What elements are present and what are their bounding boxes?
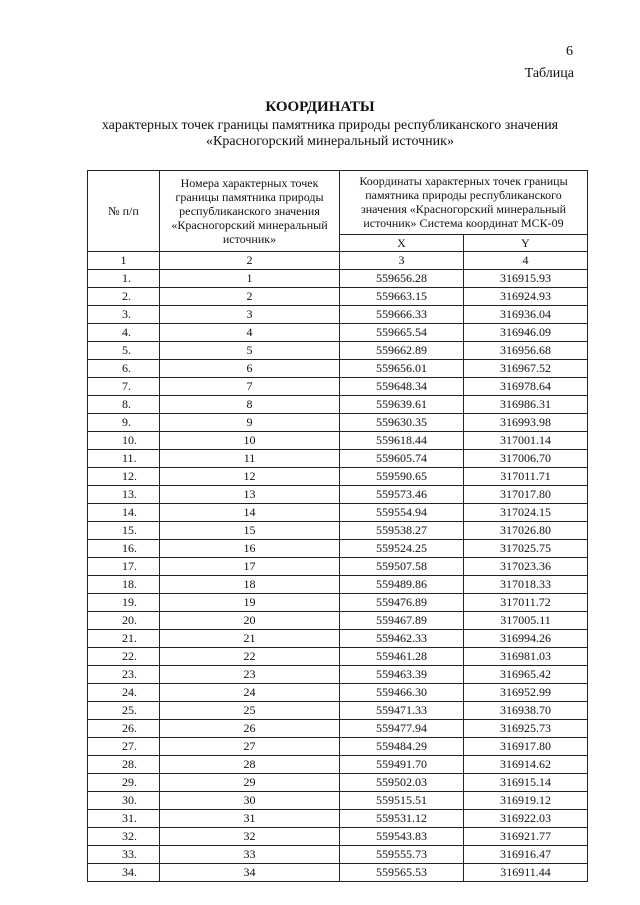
- table-row: [88, 432, 588, 450]
- row-point-number: 3: [160, 306, 340, 324]
- row-x-coordinate: 559471.33: [340, 702, 464, 720]
- table-row: [88, 576, 588, 594]
- row-point-number: 32: [160, 828, 340, 846]
- row-point-number: 13: [160, 486, 340, 504]
- table-row: [88, 540, 588, 558]
- row-point-number: 22: [160, 648, 340, 666]
- row-index: 4.: [88, 324, 160, 342]
- row-y-coordinate: 316911.44: [464, 864, 588, 882]
- row-y-coordinate: 317006.70: [464, 450, 588, 468]
- row-point-number: 1: [160, 270, 340, 288]
- row-point-number: 31: [160, 810, 340, 828]
- row-y-coordinate: 317026.80: [464, 522, 588, 540]
- document-subtitle: характерных точек границы памятника природы республиканского значения «Красногорский минеральный источник»: [101, 118, 559, 149]
- row-y-coordinate: 316916.47: [464, 846, 588, 864]
- row-x-coordinate: 559656.01: [340, 360, 464, 378]
- row-point-number: 4: [160, 324, 340, 342]
- row-index: 17.: [88, 558, 160, 576]
- table-row: [88, 864, 588, 882]
- row-point-number: 24: [160, 684, 340, 702]
- row-y-coordinate: 316915.14: [464, 774, 588, 792]
- row-index: 11.: [88, 450, 160, 468]
- row-x-coordinate: 559476.89: [340, 594, 464, 612]
- row-x-coordinate: 559477.94: [340, 720, 464, 738]
- table-row: [88, 666, 588, 684]
- row-y-coordinate: 316993.98: [464, 414, 588, 432]
- table-row: [88, 558, 588, 576]
- row-point-number: 11: [160, 450, 340, 468]
- table-row: [88, 324, 588, 342]
- row-point-number: 6: [160, 360, 340, 378]
- row-y-coordinate: 316922.03: [464, 810, 588, 828]
- header-point-number: Номера характерных точек границы памятника природы республиканского значения «Красногорский минеральный источник»: [160, 171, 340, 252]
- row-y-coordinate: 316986.31: [464, 396, 588, 414]
- table-row: [88, 846, 588, 864]
- row-point-number: 20: [160, 612, 340, 630]
- table-label: Таблица: [524, 66, 574, 81]
- header-index: № п/п: [88, 171, 160, 252]
- row-point-number: 16: [160, 540, 340, 558]
- row-point-number: 2: [160, 288, 340, 306]
- row-y-coordinate: 316994.26: [464, 630, 588, 648]
- row-index: 34.: [88, 864, 160, 882]
- row-index: 10.: [88, 432, 160, 450]
- row-y-coordinate: 316915.93: [464, 270, 588, 288]
- row-y-coordinate: 317011.71: [464, 468, 588, 486]
- table-row: [88, 774, 588, 792]
- row-point-number: 28: [160, 756, 340, 774]
- table-row: [88, 612, 588, 630]
- row-y-coordinate: 317023.36: [464, 558, 588, 576]
- row-index: 33.: [88, 846, 160, 864]
- row-y-coordinate: 316925.73: [464, 720, 588, 738]
- row-index: 14.: [88, 504, 160, 522]
- table-row: [88, 306, 588, 324]
- row-x-coordinate: 559554.94: [340, 504, 464, 522]
- table-row: [88, 684, 588, 702]
- row-y-coordinate: 317025.75: [464, 540, 588, 558]
- row-x-coordinate: 559524.25: [340, 540, 464, 558]
- row-x-coordinate: 559605.74: [340, 450, 464, 468]
- row-index: 22.: [88, 648, 160, 666]
- table-row: [88, 594, 588, 612]
- row-y-coordinate: 317011.72: [464, 594, 588, 612]
- row-index: 7.: [88, 378, 160, 396]
- header-y: Y: [464, 234, 588, 251]
- row-x-coordinate: 559531.12: [340, 810, 464, 828]
- row-y-coordinate: 317001.14: [464, 432, 588, 450]
- coordinates-table: [87, 170, 588, 882]
- table-row: [88, 810, 588, 828]
- row-index: 20.: [88, 612, 160, 630]
- table-row: [88, 738, 588, 756]
- page-number: 6: [566, 44, 573, 59]
- table-row: [88, 702, 588, 720]
- row-x-coordinate: 559491.70: [340, 756, 464, 774]
- row-index: 13.: [88, 486, 160, 504]
- table-row: [88, 468, 588, 486]
- row-point-number: 14: [160, 504, 340, 522]
- row-y-coordinate: 316919.12: [464, 792, 588, 810]
- row-x-coordinate: 559467.89: [340, 612, 464, 630]
- row-y-coordinate: 316967.52: [464, 360, 588, 378]
- row-x-coordinate: 559663.15: [340, 288, 464, 306]
- row-x-coordinate: 559538.27: [340, 522, 464, 540]
- row-index: 26.: [88, 720, 160, 738]
- row-index: 8.: [88, 396, 160, 414]
- table-row: [88, 504, 588, 522]
- table-row: [88, 828, 588, 846]
- row-index: 16.: [88, 540, 160, 558]
- row-point-number: 25: [160, 702, 340, 720]
- table-row: [88, 522, 588, 540]
- row-y-coordinate: 317005.11: [464, 612, 588, 630]
- row-y-coordinate: 316924.93: [464, 288, 588, 306]
- row-point-number: 8: [160, 396, 340, 414]
- row-point-number: 15: [160, 522, 340, 540]
- row-point-number: 33: [160, 846, 340, 864]
- row-x-coordinate: 559507.58: [340, 558, 464, 576]
- row-index: 6.: [88, 360, 160, 378]
- row-index: 30.: [88, 792, 160, 810]
- row-x-coordinate: 559618.44: [340, 432, 464, 450]
- row-y-coordinate: 317018.33: [464, 576, 588, 594]
- row-y-coordinate: 316952.99: [464, 684, 588, 702]
- header-coordinates: Координаты характерных точек границы памятника природы республиканского значения «Красногорский минеральный источник» Система координат МСК-09: [340, 171, 588, 235]
- row-x-coordinate: 559515.51: [340, 792, 464, 810]
- row-x-coordinate: 559630.35: [340, 414, 464, 432]
- table-row: [88, 342, 588, 360]
- header-x: X: [340, 234, 464, 251]
- row-index: 3.: [88, 306, 160, 324]
- row-y-coordinate: 316936.04: [464, 306, 588, 324]
- document-title: КООРДИНАТЫ: [265, 99, 375, 115]
- table-row: [88, 792, 588, 810]
- row-index: 12.: [88, 468, 160, 486]
- row-index: 23.: [88, 666, 160, 684]
- row-y-coordinate: 316956.68: [464, 342, 588, 360]
- row-index: 29.: [88, 774, 160, 792]
- table-row: [88, 288, 588, 306]
- row-point-number: 30: [160, 792, 340, 810]
- row-point-number: 26: [160, 720, 340, 738]
- row-x-coordinate: 559656.28: [340, 270, 464, 288]
- table-row: [88, 396, 588, 414]
- row-x-coordinate: 559466.30: [340, 684, 464, 702]
- row-point-number: 27: [160, 738, 340, 756]
- column-number: 3: [340, 252, 464, 270]
- row-x-coordinate: 559666.33: [340, 306, 464, 324]
- row-x-coordinate: 559461.28: [340, 648, 464, 666]
- table-row: [88, 630, 588, 648]
- row-index: 5.: [88, 342, 160, 360]
- row-y-coordinate: 316978.64: [464, 378, 588, 396]
- row-point-number: 7: [160, 378, 340, 396]
- row-index: 19.: [88, 594, 160, 612]
- table-header-row: [88, 171, 588, 235]
- table-row: [88, 450, 588, 468]
- column-number: 4: [464, 252, 588, 270]
- row-point-number: 5: [160, 342, 340, 360]
- table-row: [88, 270, 588, 288]
- row-point-number: 18: [160, 576, 340, 594]
- row-point-number: 21: [160, 630, 340, 648]
- row-index: 25.: [88, 702, 160, 720]
- column-number-row: [88, 252, 588, 270]
- row-x-coordinate: 559555.73: [340, 846, 464, 864]
- row-index: 21.: [88, 630, 160, 648]
- table-row: [88, 756, 588, 774]
- row-x-coordinate: 559502.03: [340, 774, 464, 792]
- table-row: [88, 648, 588, 666]
- row-index: 9.: [88, 414, 160, 432]
- row-x-coordinate: 559543.83: [340, 828, 464, 846]
- row-y-coordinate: 317024.15: [464, 504, 588, 522]
- row-x-coordinate: 559639.61: [340, 396, 464, 414]
- row-index: 31.: [88, 810, 160, 828]
- row-x-coordinate: 559462.33: [340, 630, 464, 648]
- row-point-number: 23: [160, 666, 340, 684]
- row-point-number: 9: [160, 414, 340, 432]
- row-y-coordinate: 316914.62: [464, 756, 588, 774]
- row-x-coordinate: 559565.53: [340, 864, 464, 882]
- row-index: 24.: [88, 684, 160, 702]
- row-index: 18.: [88, 576, 160, 594]
- row-index: 15.: [88, 522, 160, 540]
- row-x-coordinate: 559484.29: [340, 738, 464, 756]
- row-y-coordinate: 316965.42: [464, 666, 588, 684]
- row-x-coordinate: 559573.46: [340, 486, 464, 504]
- row-index: 27.: [88, 738, 160, 756]
- row-y-coordinate: 317017.80: [464, 486, 588, 504]
- row-point-number: 10: [160, 432, 340, 450]
- table-row: [88, 414, 588, 432]
- row-index: 28.: [88, 756, 160, 774]
- row-x-coordinate: 559489.86: [340, 576, 464, 594]
- column-number: 2: [160, 252, 340, 270]
- row-point-number: 12: [160, 468, 340, 486]
- row-point-number: 17: [160, 558, 340, 576]
- row-point-number: 19: [160, 594, 340, 612]
- table-row: [88, 378, 588, 396]
- row-y-coordinate: 316938.70: [464, 702, 588, 720]
- row-index: 32.: [88, 828, 160, 846]
- table-row: [88, 360, 588, 378]
- row-x-coordinate: 559662.89: [340, 342, 464, 360]
- row-x-coordinate: 559648.34: [340, 378, 464, 396]
- row-point-number: 34: [160, 864, 340, 882]
- table-row: [88, 720, 588, 738]
- row-x-coordinate: 559590.65: [340, 468, 464, 486]
- column-number: 1: [88, 252, 160, 270]
- row-y-coordinate: 316921.77: [464, 828, 588, 846]
- table-row: [88, 486, 588, 504]
- row-y-coordinate: 316981.03: [464, 648, 588, 666]
- row-y-coordinate: 316917.80: [464, 738, 588, 756]
- row-index: 1.: [88, 270, 160, 288]
- row-point-number: 29: [160, 774, 340, 792]
- row-y-coordinate: 316946.09: [464, 324, 588, 342]
- row-x-coordinate: 559463.39: [340, 666, 464, 684]
- row-x-coordinate: 559665.54: [340, 324, 464, 342]
- row-index: 2.: [88, 288, 160, 306]
